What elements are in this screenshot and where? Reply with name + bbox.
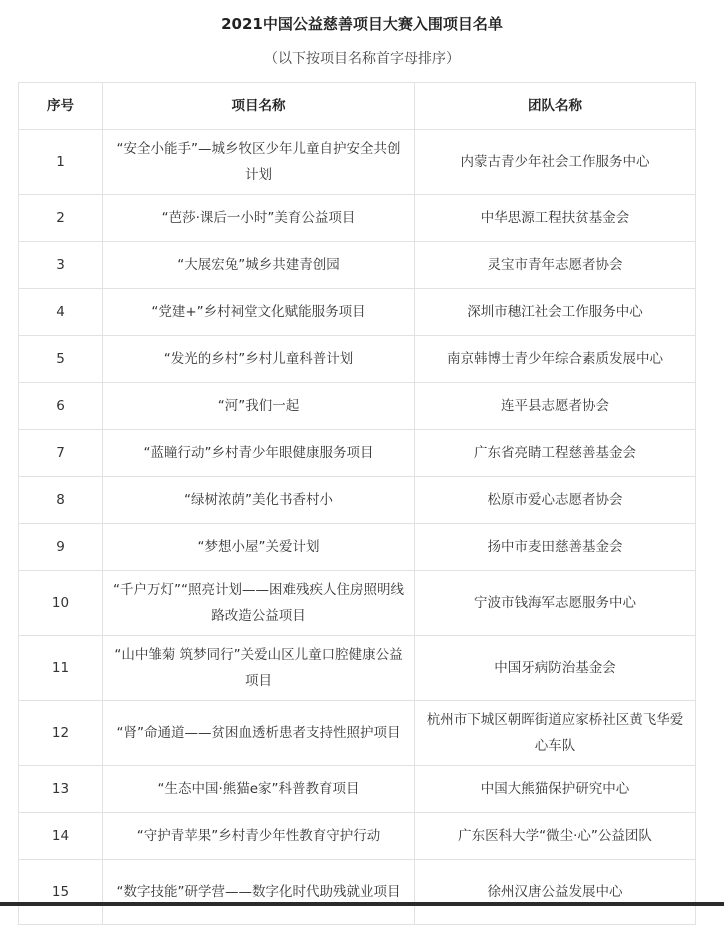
table-row — [19, 766, 696, 813]
row-no: 5 — [19, 336, 103, 383]
row-project: “发光的乡村”乡村儿童科普计划 — [103, 336, 415, 383]
row-team: 灵宝市青年志愿者协会 — [415, 242, 696, 289]
table-row — [19, 130, 696, 195]
row-no: 13 — [19, 766, 103, 813]
table-row — [19, 289, 696, 336]
row-team: 广东省亮睛工程慈善基金会 — [415, 430, 696, 477]
table-row — [19, 813, 696, 860]
roster-table — [18, 82, 696, 925]
row-team: 扬中市麦田慈善基金会 — [415, 524, 696, 571]
row-project: “数字技能”研学营——数字化时代助残就业项目 — [103, 860, 415, 925]
header-project: 项目名称 — [103, 83, 415, 130]
row-project: “梦想小屋”关爱计划 — [103, 524, 415, 571]
row-no: 10 — [19, 571, 103, 636]
row-project: “党建+”乡村祠堂文化赋能服务项目 — [103, 289, 415, 336]
row-no: 1 — [19, 130, 103, 195]
row-project: “大展宏兔”城乡共建青创园 — [103, 242, 415, 289]
row-team: 南京韩博士青少年综合素质发展中心 — [415, 336, 696, 383]
header-team: 团队名称 — [415, 83, 696, 130]
row-no: 9 — [19, 524, 103, 571]
table-row — [19, 336, 696, 383]
row-project: “千户万灯”“照亮计划——困难残疾人住房照明线路改造公益项目 — [103, 571, 415, 636]
table-row — [19, 430, 696, 477]
row-team: 宁波市钱海军志愿服务中心 — [415, 571, 696, 636]
row-project: “蓝瞳行动”乡村青少年眼健康服务项目 — [103, 430, 415, 477]
row-project: “安全小能手”—城乡牧区少年儿童自护安全共创计划 — [103, 130, 415, 195]
row-team: 中国牙病防治基金会 — [415, 636, 696, 701]
row-no: 3 — [19, 242, 103, 289]
row-no: 15 — [19, 860, 103, 925]
table-row — [19, 524, 696, 571]
row-project: “生态中国·熊猫e家”科普教育项目 — [103, 766, 415, 813]
row-project: “肾”命通道——贫困血透析患者支持性照护项目 — [103, 701, 415, 766]
table-row — [19, 636, 696, 701]
row-team: 连平县志愿者协会 — [415, 383, 696, 430]
row-team: 徐州汉唐公益发展中心 — [415, 860, 696, 925]
bottom-edge-bar — [0, 902, 724, 906]
row-no: 4 — [19, 289, 103, 336]
row-no: 14 — [19, 813, 103, 860]
row-project: “守护青苹果”乡村青少年性教育守护行动 — [103, 813, 415, 860]
row-project: “绿树浓荫”美化书香村小 — [103, 477, 415, 524]
table-row — [19, 860, 696, 925]
row-no: 2 — [19, 195, 103, 242]
table-row — [19, 571, 696, 636]
row-team: 中华思源工程扶贫基金会 — [415, 195, 696, 242]
table-row — [19, 195, 696, 242]
row-project: “山中雏菊 筑梦同行”关爱山区儿童口腔健康公益项目 — [103, 636, 415, 701]
row-no: 11 — [19, 636, 103, 701]
row-team: 内蒙古青少年社会工作服务中心 — [415, 130, 696, 195]
page-subtitle: （以下按项目名称首字母排序） — [264, 51, 460, 67]
table-row — [19, 477, 696, 524]
header-no: 序号 — [19, 83, 103, 130]
row-team: 深圳市穗江社会工作服务中心 — [415, 289, 696, 336]
row-team: 中国大熊猫保护研究中心 — [415, 766, 696, 813]
page-title: 2021中国公益慈善项目大赛入围项目名单 — [221, 15, 503, 33]
table-row — [19, 242, 696, 289]
table-row — [19, 383, 696, 430]
row-no: 7 — [19, 430, 103, 477]
row-no: 12 — [19, 701, 103, 766]
row-team: 杭州市下城区朝晖街道应家桥社区黄飞华爱心车队 — [415, 701, 696, 766]
row-team: 松原市爱心志愿者协会 — [415, 477, 696, 524]
row-team: 广东医科大学“微尘·心”公益团队 — [415, 813, 696, 860]
row-project: “河”我们一起 — [103, 383, 415, 430]
table-header-row — [19, 83, 696, 130]
table-row — [19, 701, 696, 766]
row-no: 8 — [19, 477, 103, 524]
row-project: “芭莎·课后一小时”美育公益项目 — [103, 195, 415, 242]
row-no: 6 — [19, 383, 103, 430]
